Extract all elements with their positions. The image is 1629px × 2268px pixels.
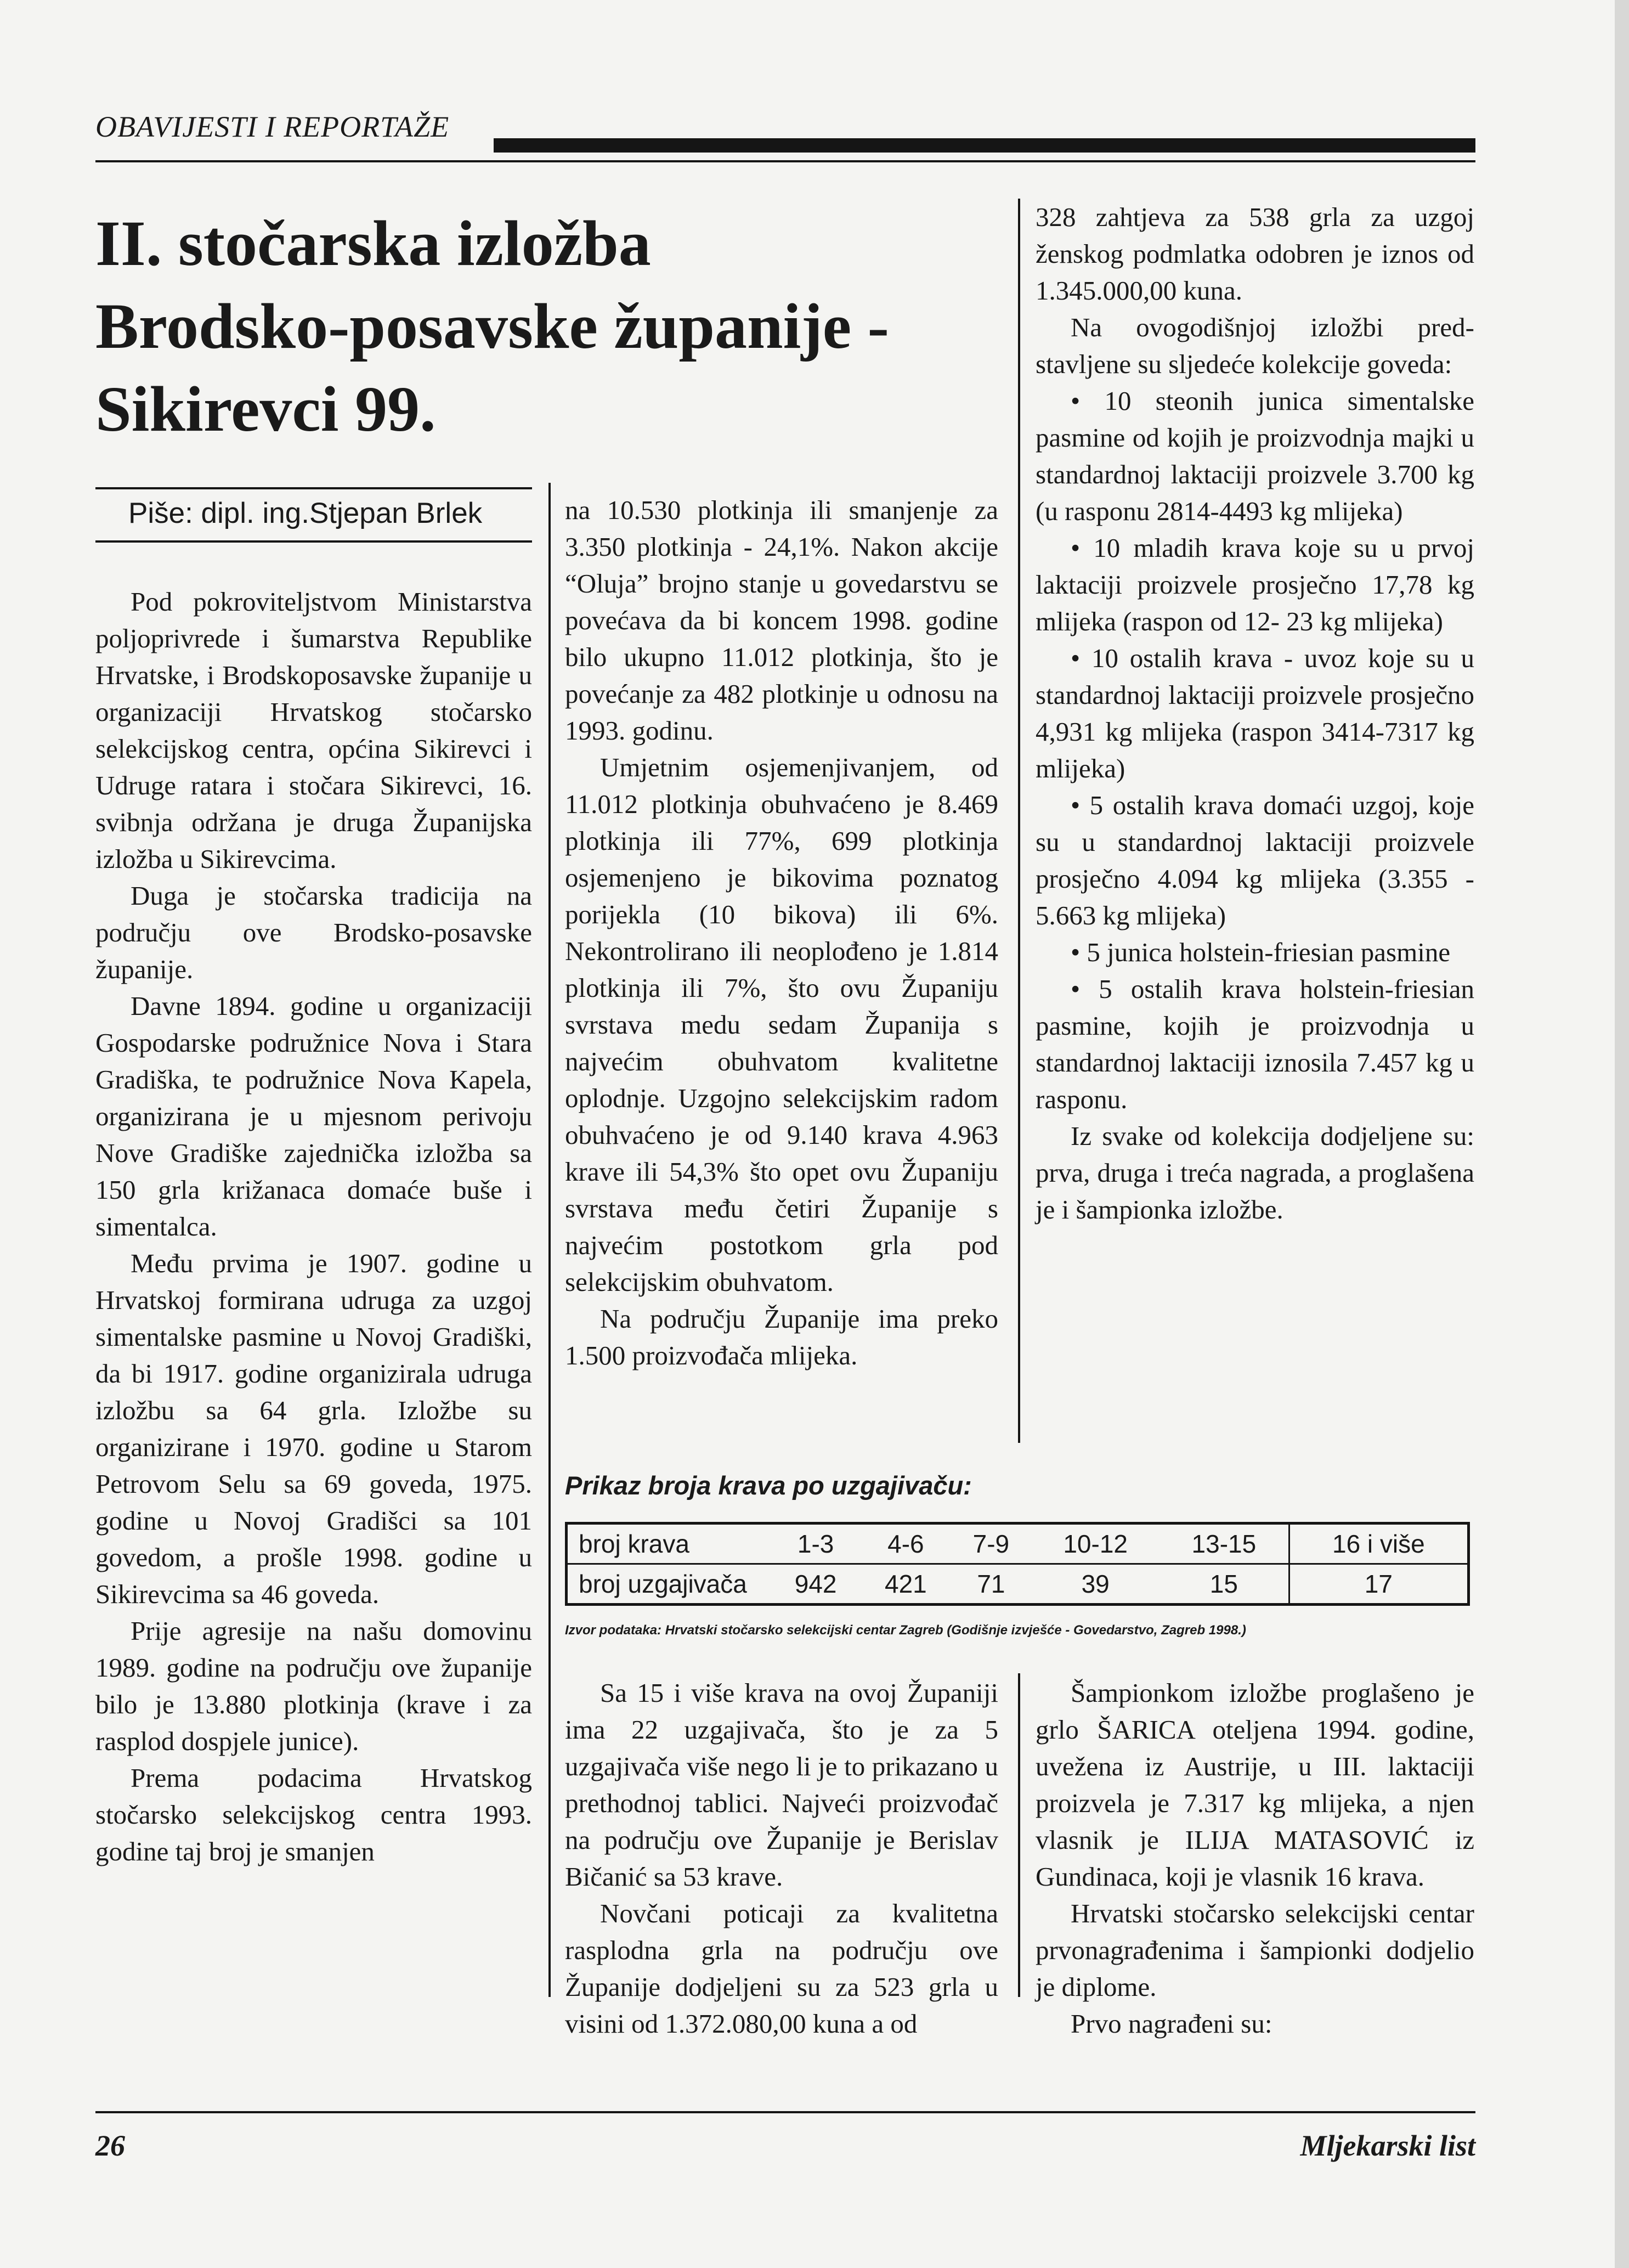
paragraph: Pod pokroviteljstvom Ministarstva poljoprivrede i šumarstva Republike Hrvatske, i Brodskoposavske županije u organizaciji Hrvatskog stočarsko selekcijskog centra, općina Sikirevci i Udruge ratara i stočara Sikirevci, 16. svibnja održana je druga Županijska izložba u Sikirevcima. — [95, 586, 532, 874]
title-line-1: II. stočarska izložba — [95, 207, 651, 279]
paragraph: Među prvima je 1907. godine u Hrvatskoj formirana udruga za uzgoj simentalske pasmine u Novoj Gradiški, da bi 1917. godine organizirala udruga izložbu sa 64 grla. Izložbe su organizirane i 1970. godine u Starom Petrovom Selu sa 69 goveda, 1975. godine u Novoj Gradišci sa 101 govedom, a prošle 1998. godine u Sikirevcima sa 46 goveda. — [95, 1248, 532, 1609]
table-cell: 15 — [1209, 1570, 1238, 1598]
paragraph: Iz svake od kolekcija dodjeljene su: prva, druga i treća nagrada, a proglašena je i šampionka izložbe. — [1036, 1121, 1474, 1225]
page-number: 26 — [95, 2129, 125, 2162]
column-5 — [1036, 1674, 1474, 2042]
paragraph: 328 zahtjeva za 538 grla za uzgoj ženskog podmlatka odobren je iznos od 1.345.000,00 kuna. — [1036, 202, 1474, 306]
paragraph: Prema podacima Hrvatskog stočarsko selekcijskog centra 1993. godine taj broj je smanjen — [95, 1763, 532, 1866]
bullet-item: • 10 ostalih krava - uvoz koje su u standardnoj laktaciji proizvele prosječno 4,931 kg mlijeka (raspon 3414-7317 kg mlijeka) — [1036, 643, 1474, 783]
table-cell: 7-9 — [951, 1524, 1032, 1564]
paragraph: Prije agresije na našu domovinu 1989. godine na području ove županije bilo je 13.880 plotkinja (krave i za rasplod dospjele junice). — [95, 1616, 532, 1756]
paragraph: Novčani poticaji za kvalitetna rasplodna grla na području ove Županije dodjeljeni su za 523 grla u visini od 1.372.080,00 kuna a od — [565, 1898, 998, 2039]
bullet-item: • 5 ostalih krava holstein-friesian pasmine, kojih je proizvodnja u standardnoj laktaciji iznosila 7.457 kg u rasponu. — [1036, 974, 1474, 1114]
table-cell: 39 — [1081, 1570, 1110, 1598]
row-label: broj uzgajivača — [579, 1570, 747, 1598]
table-cell: 421 — [885, 1570, 927, 1598]
bullet-item: • 10 mladih krava koje su u prvoj laktaciji proizvele prosječno 17,78 kg mlijeka (raspon od 12- 23 kg mlijeka) — [1036, 533, 1474, 636]
table-cell: 942 — [794, 1570, 837, 1598]
paragraph: Davne 1894. godine u organizaciji Gospodarske podružnice Nova i Stara Gradiška, te podružnice Nova Kapela, organizirana je u mjesnom perivoju Nove Gradiške zajednička izložba sa 150 grla križanaca domaće buše i simentalca. — [95, 991, 532, 1242]
paragraph: Duga je stočarska tradicija na području ove Brodsko-posavske županije. — [95, 881, 532, 984]
cows-per-breeder-table — [565, 1522, 1470, 1606]
bullet-item: • 10 steonih junica simentalske pasmine od kojih je proizvodnja majki u standardnoj laktaciji proizvele 3.700 kg (u rasponu 2814-4493 kg mlijeka) — [1036, 386, 1474, 526]
paragraph: Šampionkom izložbe proglašeno je grlo ŠARICA oteljena 1994. godine, uvežena iz Austrije, u III. laktaciji proizvela je 7.317 kg mlijeka, a njen vlasnik je ILIJA MATASOVIĆ iz Gundinaca, koji je vlasnik 16 krava. — [1036, 1678, 1474, 1892]
footer-rule — [95, 2111, 1475, 2113]
paragraph: na 10.530 plotkinja ili smanjenje za 3.350 plotkinja - 24,1%. Nakon akcije “Oluja” brojno stanje u govedarstvu se povećava da bi koncem 1998. godine bilo ukupno 11.012 plotkinja, što je povećanje za 482 plotkinje u odnosu na 1993. godinu. — [565, 495, 998, 746]
table-cell: 1-3 — [771, 1524, 861, 1564]
section-rule — [95, 160, 1475, 162]
section-bar — [494, 138, 1475, 153]
journal-name: Mljekarski list — [1300, 2129, 1475, 2162]
column-divider — [1018, 199, 1020, 1443]
bullet-item: • 5 junica holstein-friesian pasmine — [1071, 937, 1451, 967]
row-label: broj krava — [567, 1524, 771, 1564]
table-row — [567, 1524, 1469, 1564]
column-divider — [1018, 1673, 1020, 1997]
table-heading: Prikaz broja krava po uzgajivaču: — [565, 1471, 972, 1500]
author-rule-bottom — [95, 540, 532, 543]
column-1 — [95, 583, 532, 1870]
table-cell: 16 i više — [1289, 1524, 1468, 1564]
bullet-item: • 5 ostalih krava domaći uzgoj, koje su u standardnoj laktaciji proizvele prosječno 4.094 kg mlijeka (3.355 - 5.663 kg mlijeka) — [1036, 790, 1474, 930]
author-rule-top — [95, 487, 532, 489]
paragraph: Prvo nagrađeni su: — [1071, 2009, 1272, 2039]
paragraph: Umjetnim osjemenjivanjem, od 11.012 plotkinja obuhvaćeno je 8.469 plotkinja ili 77%, 699 plotkinja osjemenjeno je bikovima poznatog porijekla (10 bikova) ili 6%. Nekontrolirano ili neoplođeno je 1.814 plotkinja ili 7%, što ovu Županiju svrstava medu sedam Županija s najvećim obuhvatom kvalitetne oplodnje. Uzgojno selekcijskim radom obuhvaćeno je od 9.140 krava 4.963 krave ili 54,3% što opet ovu Županiju svrstava među četiri Županije s najvećim postotkom grla pod selekcijskim obuhvatom. — [565, 752, 998, 1297]
section-label: OBAVIJESTI I REPORTAŽE — [95, 110, 450, 143]
title-line-3: Sikirevci 99. — [95, 373, 436, 445]
author-byline: Piše: dipl. ing.Stjepan Brlek — [128, 497, 483, 529]
column-3 — [1036, 199, 1474, 1228]
title-line-2: Brodsko-posavske županije - — [95, 290, 889, 362]
table-cell: 17 — [1289, 1564, 1468, 1605]
column-2 — [565, 492, 998, 1374]
column-4 — [565, 1674, 998, 2042]
scan-edge — [1615, 0, 1629, 2268]
table-source-note: Izvor podataka: Hrvatski stočarsko selekcijski centar Zagreb (Godišnje izvješće - Govedarstvo, Zagreb 1998.) — [565, 1623, 1246, 1638]
column-divider — [548, 483, 551, 1997]
paragraph: Hrvatski stočarsko selekcijski centar prvonagrađenima i šampionki dodjelio je diplome. — [1036, 1898, 1474, 2002]
table-row — [567, 1564, 1469, 1605]
table-cell: 71 — [977, 1570, 1005, 1598]
table-cell: 13-15 — [1159, 1524, 1289, 1564]
paragraph: Sa 15 i više krava na ovoj Županiji ima 22 uzgajivača, što je za 5 uzgajivača više nego li je to prikazano u prethodnoj tablici. Najveći proizvođač na području ove Županije je Berislav Bičanić sa 53 krave. — [565, 1678, 998, 1892]
article-title — [95, 202, 1028, 450]
paragraph: Na ovogodišnjoj izložbi predstavljene su sljedeće kolekcije goveda: — [1036, 312, 1474, 379]
table-cell: 4-6 — [861, 1524, 951, 1564]
table-cell: 10-12 — [1031, 1524, 1159, 1564]
paragraph: Na području Županije ima preko 1.500 proizvođača mlijeka. — [565, 1304, 998, 1370]
